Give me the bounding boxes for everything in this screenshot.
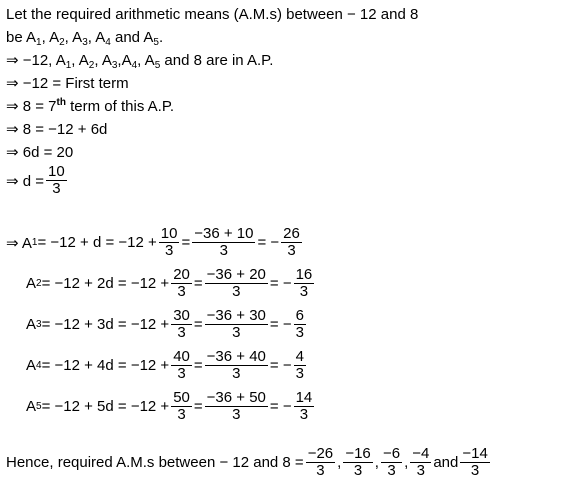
mean-result-num: 16 <box>295 266 313 283</box>
mean-frac-1-den: 3 <box>164 242 174 259</box>
mean-frac-1 <box>171 390 192 423</box>
mean-frac-2-den: 3 <box>219 242 228 259</box>
mean-frac-1 <box>159 226 180 259</box>
mean-frac-2 <box>205 308 268 341</box>
mean-result-num: 14 <box>295 389 313 406</box>
conclusion-frac-den: 3 <box>416 462 425 479</box>
step-d-label: ⇒ d = <box>6 172 45 190</box>
mean-result <box>294 267 315 300</box>
mean-frac-2-num: −36 + 10 <box>194 225 254 242</box>
d-fraction-num: 10 <box>48 163 65 180</box>
conclusion-and: and <box>433 454 459 471</box>
step-6d: ⇒ 6d = 20 <box>6 144 74 161</box>
conclusion-prefix: Hence, required A.M.s between − 12 and 8 = <box>6 454 304 471</box>
mean-frac-2 <box>205 390 268 423</box>
conclusion-frac <box>460 446 489 479</box>
step-seventh-a: ⇒ 8 = 7 <box>6 98 57 115</box>
conclusion-frac-den: 3 <box>316 462 325 479</box>
conclusion-frac <box>306 446 335 479</box>
mean-row: ⇒ A 1 = −12 + d = −12 + $\frac{10}{3}$ = $\frac{-36 + 10}{3}$ = − $\frac{26}{3}$ <box>6 225 300 259</box>
mean-result-num: 26 <box>283 225 300 242</box>
conclusion-frac <box>410 446 431 479</box>
mean-result-num: 6 <box>295 307 304 324</box>
mean-result <box>294 349 306 382</box>
mean-frac-1 <box>171 349 192 382</box>
mean-frac-1-num: 40 <box>173 348 190 365</box>
step-d-value <box>6 164 69 197</box>
d-fraction-den: 3 <box>52 180 61 197</box>
mean-frac-1 <box>171 308 192 341</box>
mean-res-sign: = − <box>257 234 280 251</box>
conclusion-comma: , <box>404 454 409 471</box>
mean-frac-1 <box>171 267 192 300</box>
mean-row: A 4 = −12 + 4d = −12 + $\frac{40}{3}$ = $\frac{-36 + 40}{3}$ = − $\frac{4}{3}$ <box>26 348 304 382</box>
mean-frac-2-den: 3 <box>232 283 241 300</box>
mean-frac-2-num: −36 + 50 <box>206 389 266 406</box>
mean-frac-1-num: 30 <box>173 307 190 324</box>
mean-frac-1-num: 20 <box>173 266 190 283</box>
step-equation: ⇒ 8 = −12 + 6d <box>6 121 108 138</box>
mean-result-den: 3 <box>295 324 304 341</box>
mean-result <box>294 308 306 341</box>
mean-lhs: A <box>26 357 37 374</box>
mean-frac-2-num: −36 + 20 <box>206 266 266 283</box>
conclusion-frac-den: 3 <box>470 462 480 479</box>
mean-row: A 2 = −12 + 2d = −12 + $\frac{20}{3}$ = $\frac{-36 + 20}{3}$ = − $\frac{16}{3}$ <box>26 266 313 300</box>
mean-result-den: 3 <box>287 242 296 259</box>
mean-frac-1-num: 10 <box>160 225 178 242</box>
step-ap-tail: and 8 are in A.P. <box>160 52 274 69</box>
mean-res-sign: = − <box>269 398 292 415</box>
conclusion-frac-num: −4 <box>412 445 430 462</box>
mean-expr: = −12 + 4d = −12 + <box>41 357 170 374</box>
conclusion-fractions <box>304 446 492 479</box>
conclusion-frac <box>381 446 402 479</box>
mean-eq: = <box>193 316 203 333</box>
mean-frac-2-num: −36 + 30 <box>206 307 266 324</box>
mean-expr: = −12 + d = −12 + <box>37 234 157 251</box>
mean-result-num: 4 <box>295 348 304 365</box>
mean-frac-1-den: 3 <box>177 406 186 423</box>
mean-result <box>281 226 302 259</box>
mean-row: A 3 = −12 + 3d = −12 + $\frac{30}{3}$ = $\frac{-36 + 30}{3}$ = − $\frac{6}{3}$ <box>26 307 304 341</box>
mean-eq: = <box>181 234 191 251</box>
intro-line-2-prefix: be A <box>6 29 37 46</box>
mean-frac-1-den: 3 <box>177 365 186 382</box>
mean-frac-1-den: 3 <box>177 283 186 300</box>
conclusion <box>6 446 492 479</box>
mean-frac-2-num: −36 + 40 <box>206 348 266 365</box>
intro-line-1: Let the required arithmetic means (A.M.s) between − 12 and 8 <box>6 6 419 23</box>
mean-row: A 5 = −12 + 5d = −12 + $\frac{50}{3}$ = $\frac{-36 + 50}{3}$ = − $\frac{14}{3}$ <box>26 389 313 423</box>
conclusion-comma: , <box>337 454 342 471</box>
intro-line-2: be $A_1$, $A_2$, $A_3$, $A_4$ and $A_5$. <box>6 29 164 48</box>
mean-frac-1-num: 50 <box>173 389 190 406</box>
conclusion-frac-num: −16 <box>345 445 371 462</box>
mean-frac-2-den: 3 <box>232 406 241 423</box>
conclusion-frac-den: 3 <box>387 462 396 479</box>
step-seventh-term <box>6 98 174 116</box>
d-fraction <box>46 164 67 197</box>
mean-res-sign: = − <box>269 275 292 292</box>
conclusion-frac-num: −6 <box>382 445 401 462</box>
mean-lhs: A <box>26 398 37 415</box>
step-seventh-c: term of this A.P. <box>65 98 175 115</box>
step-ap-prefix: ⇒ −12, A <box>6 52 66 69</box>
mean-result-den: 3 <box>299 406 309 423</box>
mean-frac-2-den: 3 <box>232 365 241 382</box>
mean-result-den: 3 <box>299 283 309 300</box>
mean-result-den: 3 <box>295 365 304 382</box>
mean-frac-2 <box>192 226 255 259</box>
mean-eq: = <box>193 275 203 292</box>
mean-expr: = −12 + 3d = −12 + <box>41 316 170 333</box>
mean-expr: = −12 + 5d = −12 + <box>41 398 170 415</box>
mean-res-sign: = − <box>269 316 292 333</box>
mean-lhs: A <box>26 316 37 333</box>
mean-frac-1-den: 3 <box>177 324 186 341</box>
step-first-term: ⇒ −12 = First term <box>6 75 129 92</box>
mean-lhs: A <box>26 275 37 292</box>
mean-eq: = <box>193 398 203 415</box>
mean-res-sign: = − <box>269 357 292 374</box>
mean-frac-2 <box>205 267 268 300</box>
step-ap-sequence: ⇒ −12, $A_1$, $A_2$, $A_3,A_4$, $A_5$ and 8 are in A.P. <box>6 52 274 71</box>
mean-expr: = −12 + 2d = −12 + <box>41 275 170 292</box>
mean-frac-2-den: 3 <box>232 324 241 341</box>
mean-frac-2 <box>205 349 268 382</box>
conclusion-frac-num: −14 <box>462 445 488 462</box>
mean-lhs: ⇒ A <box>6 234 32 252</box>
intro-line-2-suffix: and A <box>110 29 154 46</box>
conclusion-frac-num: −26 <box>307 445 334 462</box>
conclusion-frac-den: 3 <box>353 462 363 479</box>
mean-result <box>294 390 315 423</box>
conclusion-comma: , <box>374 454 379 471</box>
conclusion-frac <box>343 446 372 479</box>
step-seventh-sup: th <box>56 97 66 108</box>
mean-eq: = <box>193 357 203 374</box>
